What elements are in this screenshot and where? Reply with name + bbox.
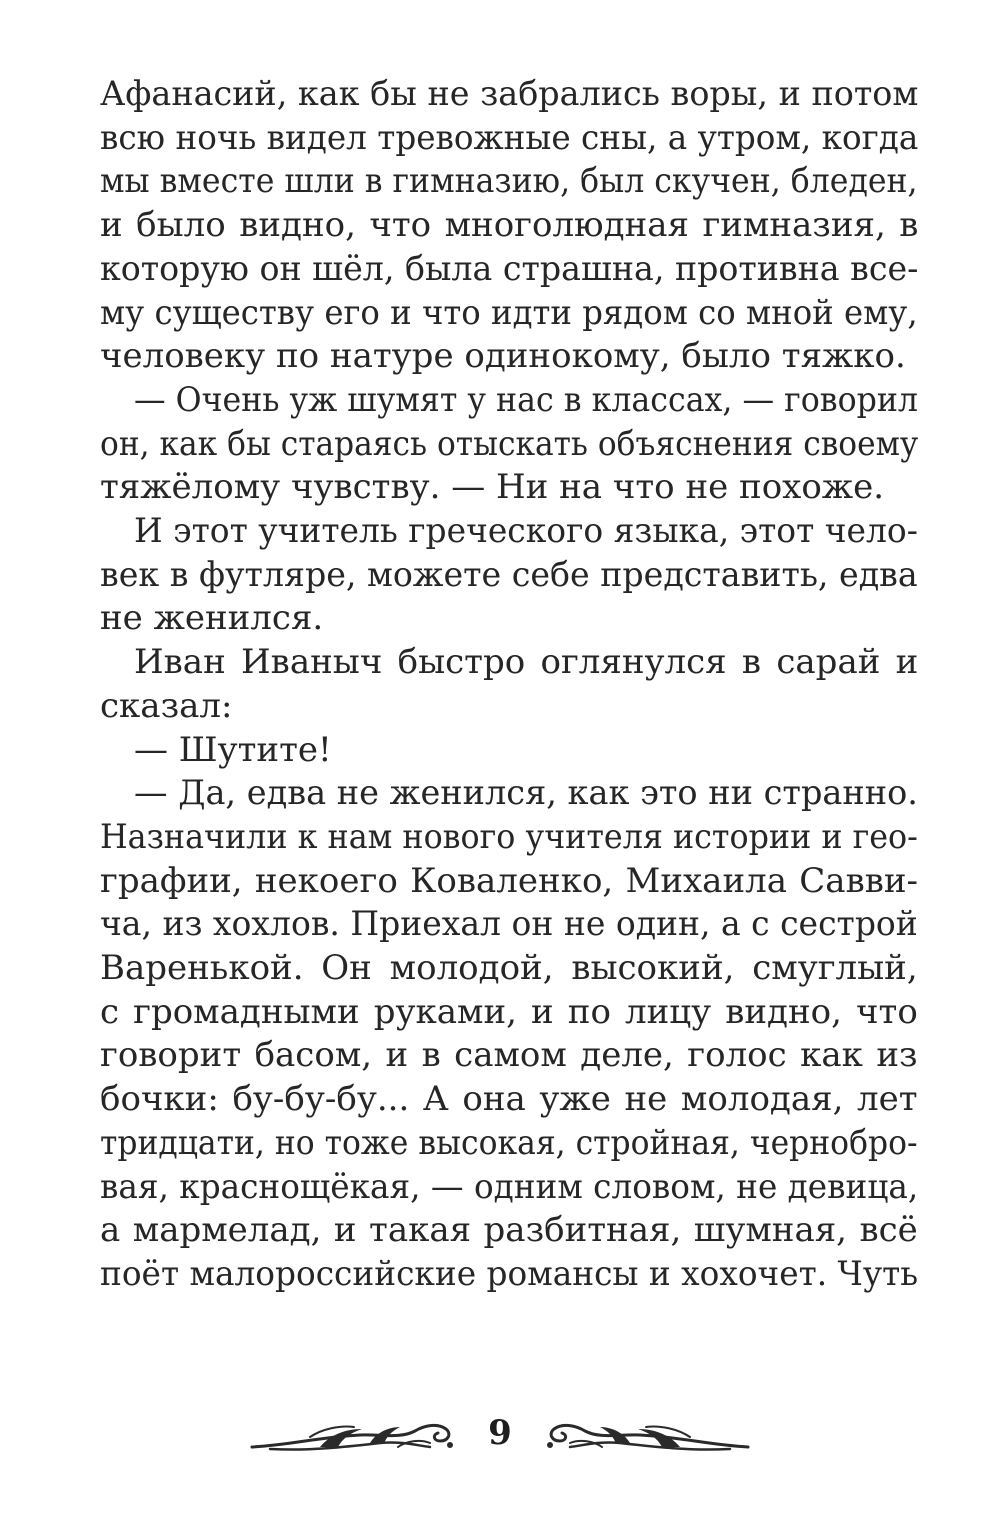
text-line-15: сказал: bbox=[100, 685, 233, 726]
text-line-26: вая, краснощёкая, — одним словом, не девица, bbox=[100, 1166, 919, 1207]
text-line-1: Афанасий, как бы не забрались воры, и потом bbox=[100, 74, 919, 114]
text-page bbox=[100, 70, 918, 1410]
text-line-8: — Очень уж шумят у нас в классах, — говорил bbox=[134, 379, 919, 420]
text-line-17: — Да, едва не женился, как это ни странно. bbox=[134, 773, 918, 814]
text-line-5: которую он шёл, была страшна, противна все- bbox=[100, 248, 919, 289]
text-line-2: всю ночь видел тревожные сны, а утром, когда bbox=[100, 117, 919, 158]
text-line-6: му существу его и что идти рядом со мной ему, bbox=[100, 292, 918, 333]
text-line-3: мы вместе шли в гимназию, был скучен, бледен, bbox=[100, 161, 918, 202]
text-line-18: Назначили к нам нового учителя истории и гео- bbox=[100, 816, 918, 857]
text-line-11: И этот учитель греческого языка, этот чело- bbox=[134, 511, 918, 551]
page-number: 9 bbox=[488, 1413, 512, 1453]
text-line-23: говорит басом, и в самом деле, голос как из bbox=[100, 1035, 918, 1076]
page-footer bbox=[250, 1405, 750, 1465]
text-line-7: человеку по натуре одинокому, было тяжко. bbox=[100, 336, 906, 377]
text-line-12: век в футляре, можете себе представить, едва bbox=[100, 554, 918, 595]
text-line-14: Иван Иваныч быстро оглянулся в сарай и bbox=[134, 642, 919, 683]
left-flourish-ornament-icon bbox=[250, 1417, 470, 1457]
text-line-4: и было видно, что многолюдная гимназия, в bbox=[100, 205, 919, 246]
text-line-16: — Шутите! bbox=[134, 729, 332, 770]
text-line-20: ча, из хохлов. Приехал он не один, а с сестрой bbox=[100, 904, 918, 945]
text-line-21: Варенькой. Он молодой, высокий, смуглый, bbox=[100, 948, 918, 988]
text-line-22: с громадными руками, и по лицу видно, что bbox=[100, 991, 918, 1032]
text-line-10: тяжёлому чувству. — Ни на что не похоже. bbox=[100, 467, 885, 508]
text-line-25: тридцати, но тоже высокая, стройная, чернобро- bbox=[100, 1122, 918, 1163]
text-line-27: а мармелад, и такая разбитная, шумная, всё bbox=[100, 1210, 918, 1251]
right-flourish-ornament-icon bbox=[530, 1417, 750, 1457]
text-line-9: он, как бы стараясь отыскать объяснения своему bbox=[100, 423, 919, 464]
text-line-13: не женился. bbox=[100, 598, 324, 639]
text-line-24: бочки: бу-бу-бу... А она уже не молодая, лет bbox=[100, 1079, 918, 1120]
text-line-19: графии, некоего Коваленко, Михаила Савви- bbox=[100, 860, 918, 901]
text-line-28: поёт малороссийские романсы и хохочет. Чуть bbox=[100, 1253, 919, 1294]
